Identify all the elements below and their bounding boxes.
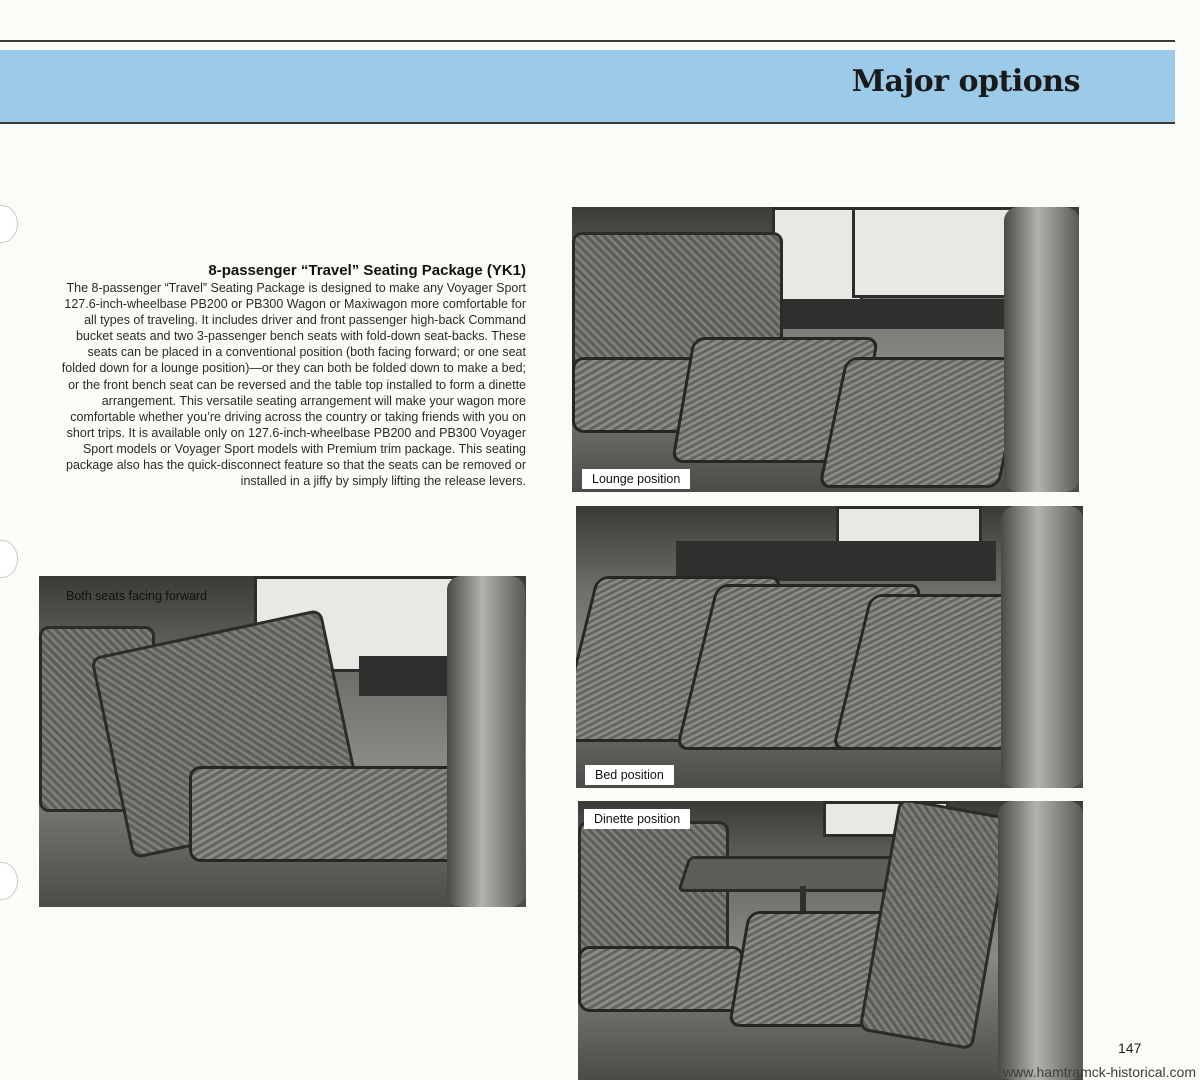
- photo-caption: Bed position: [585, 765, 674, 785]
- article-body: The 8-passenger “Travel” Seating Package is designed to make any Voyager Sport 127.6-inch-wheelbase PB200 or PB300 Wagon or Maxiwagon more comfortable for all types of traveling. It includes driver and front passenger high-back Command bucket seats and two 3-passenger bench seats with fold-down seat-backs. These seats can be placed in a conventional position (both facing forward; or one seat folded down for a lounge position)—or they can both be folded down to make a bed; or the front bench seat can be reversed and the table top installed to form a dinette arrangement. This versatile seating arrangement will make your wagon more comfortable whether you’re driving across the country or taking friends with you on short trips. It is available only on 127.6-inch-wheelbase PB200 and PB300 Voyager Sport models or Voyager Sport models with Premium trim package. This seating package also has the quick-disconnect feature so that the seats can be removed or installed in a jiffy by simply lifting the release levers.: [61, 281, 526, 489]
- photo-seats-forward: [39, 576, 526, 907]
- bench-seat-cushion: [189, 766, 465, 862]
- page-title: Major options: [851, 64, 1080, 99]
- wall-panel: [772, 299, 1022, 329]
- wall-panel: [676, 541, 996, 581]
- folded-seat-cushion: [818, 357, 1027, 488]
- article: [60, 262, 526, 489]
- photo-bed-position: [576, 506, 1083, 788]
- photo-lounge-position: [572, 207, 1079, 492]
- page-number: 147: [1118, 1040, 1142, 1056]
- reversed-seat-back: [858, 801, 1013, 1050]
- photo-caption: Lounge position: [582, 469, 690, 489]
- binder-hole-middle: [0, 540, 18, 578]
- bucket-seat: [1004, 207, 1079, 492]
- van-window: [772, 207, 863, 303]
- watermark: www.hamtramck-historical.com: [1003, 1064, 1196, 1080]
- photo-dinette-position: [578, 801, 1083, 1080]
- section-banner: [0, 50, 1175, 124]
- van-window: [852, 207, 1023, 298]
- bucket-seat: [447, 576, 525, 907]
- bucket-seat: [998, 801, 1083, 1080]
- binder-hole-top: [0, 205, 18, 243]
- bucket-seat: [1001, 506, 1083, 788]
- top-rule: [0, 40, 1175, 42]
- binder-hole-bottom: [0, 862, 18, 900]
- article-heading: 8-passenger “Travel” Seating Package (YK1): [208, 262, 526, 279]
- photo-caption: Dinette position: [584, 809, 690, 829]
- photo-caption: Both seats facing forward: [66, 589, 208, 603]
- bench-seat-cushion: [578, 946, 744, 1012]
